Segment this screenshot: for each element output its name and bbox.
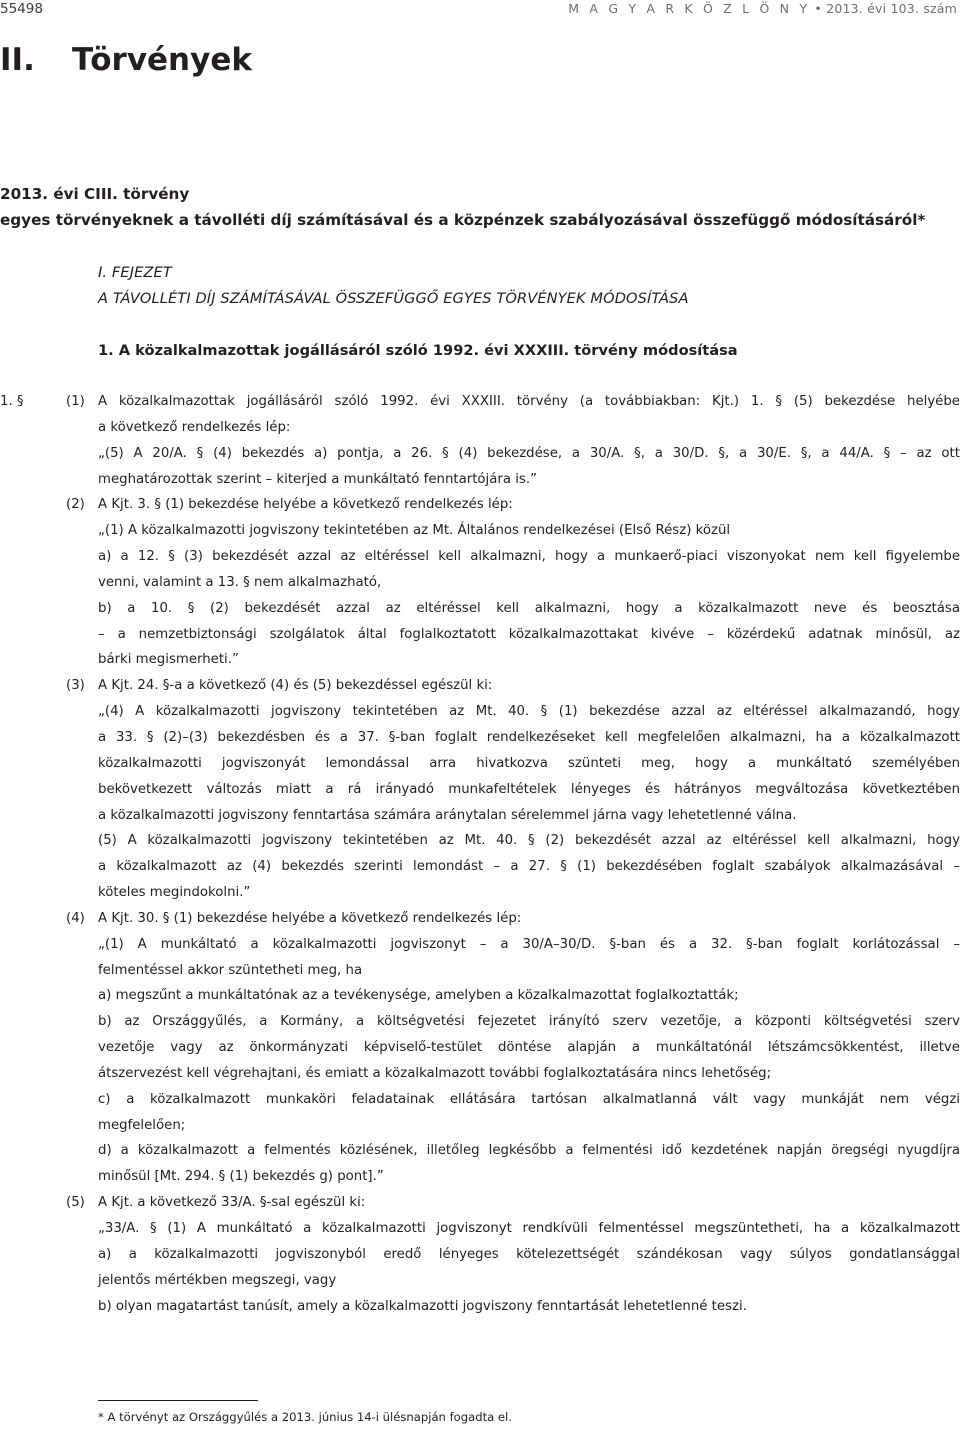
running-head (568, 0, 957, 18)
body-line (0, 1113, 960, 1139)
line-text: venni, valamint a 13. § nem alkalmazható, (98, 574, 382, 590)
line-text: b) a 10. § (2) bekezdését azzal az eltéréssel kell alkalmazni, hogy a közalkalmazott neve és beosztása (98, 600, 960, 616)
body-line (0, 751, 960, 777)
body-line (0, 1138, 960, 1164)
line-text: átszervezést kell végrehajtani, és emiatt a közalkalmazott további foglalkoztatására nincs lehetőség; (98, 1065, 772, 1081)
paragraph-number: (5) (66, 1195, 85, 1211)
line-text: „(5) A 20/A. § (4) bekezdés a) pontja, a 26. § (4) bekezdése, a 30/A. §, a 30/D. §, a 30/E. §, a 44/A. § – az ott (98, 445, 960, 461)
body-text (0, 389, 960, 1319)
line-text: vezetője vagy az önkormányzati képviselő-testület döntése alapján a munkáltatónál létszámcsökkentést, illetve (98, 1040, 960, 1056)
paragraph-number: (2) (66, 497, 85, 513)
section-title: Törvények (72, 42, 252, 78)
bullet-separator: • (814, 1, 822, 16)
line-text: meghatározottak szerint – kiterjed a munkáltató fenntartójára is.” (98, 471, 537, 487)
line-text: A Kjt. 24. §-a a következő (4) és (5) bekezdéssel egészül ki: (98, 678, 493, 694)
paragraph-number: (1) (66, 394, 85, 409)
body-line (0, 1294, 960, 1320)
section-number: II. (0, 42, 35, 78)
paragraph-number: (4) (66, 910, 85, 926)
body-line (0, 1035, 960, 1061)
body-line (0, 467, 960, 493)
body-line (0, 880, 960, 906)
line-text: „33/A. § (1) A munkáltató a közalkalmazotti jogviszonyt rendkívüli felmentéssel megszüntetheti, ha a közalkalmazott (98, 1221, 960, 1236)
paragraph-number: (3) (66, 678, 85, 694)
body-line (0, 1190, 960, 1216)
body-line (0, 1087, 960, 1113)
body-line (0, 983, 960, 1009)
body-line (0, 441, 960, 467)
line-text: „(4) A közalkalmazotti jogviszony tekintetében az Mt. 40. § (1) bekezdése azzal az eltéréssel alkalmazandó, hogy (98, 704, 960, 720)
act-title-line1: 2013. évi CIII. törvény (0, 185, 190, 203)
page-number: 55498 (0, 1, 43, 17)
body-line (0, 415, 960, 441)
body-line (0, 828, 960, 854)
act-title-line2: egyes törvényeknek a távolléti díj számításával és a közpénzek szabályozásával összefüggő módosításáról* (0, 211, 926, 229)
body-line (0, 803, 960, 829)
line-text: felmentéssel akkor szüntetheti meg, ha (98, 962, 363, 978)
line-text: c) a közalkalmazott munkaköri feladatainak ellátására tartósan alkalmatlanná vált vagy munkáját nem végzi (98, 1091, 960, 1107)
body-line (0, 1164, 960, 1190)
body-line (0, 699, 960, 725)
body-line (0, 1216, 960, 1242)
body-line (0, 854, 960, 880)
line-text: a 33. § (2)–(3) bekezdésben és a 37. §-ban foglalt rendelkezéseket kell megfelelően alkalmazni, ha a közalkalmazott (98, 729, 960, 745)
body-line (0, 932, 960, 958)
footnote: * A törvényt az Országgyűlés a 2013. június 14-i ülésnapján fogadta el. (98, 1410, 512, 1424)
body-line (0, 544, 960, 570)
footnote-rule (98, 1400, 258, 1401)
line-text: „(1) A munkáltató a közalkalmazotti jogviszonyt – a 30/A–30/D. §-ban és a 32. §-ban foglalt korlátozással – (98, 936, 960, 952)
line-text: b) az Országgyűlés, a Kormány, a költségvetési fejezetet irányító szerv vezetője, a központi költségvetési szerv (98, 1014, 960, 1030)
body-line (0, 647, 960, 673)
line-text: a közalkalmazott az (4) bekezdés szerinti lemondást – a 27. § (1) bekezdésében foglalt szabályok alkalmazásával – (98, 859, 960, 875)
line-text: A közalkalmazottak jogállásáról szóló 1992. évi XXXIII. törvény (a továbbiakban: Kjt.) 1. § (5) bekezdése helyébe (98, 394, 960, 409)
body-line (0, 518, 960, 544)
journal-name: M A G Y A R K Ö Z L Ö N Y (568, 1, 811, 16)
line-text: A Kjt. 30. § (1) bekezdése helyébe a következő rendelkezés lép: (98, 910, 522, 926)
line-text: A Kjt. a következő 33/A. §-sal egészül ki: (98, 1195, 366, 1211)
body-line (0, 958, 960, 984)
line-text: minősül [Mt. 294. § (1) bekezdés g) pont].” (98, 1169, 384, 1185)
line-text: a) a közalkalmazotti jogviszonyból eredő lényeges kötelezettségét szándékosan vagy súlyos gondatlansággal (98, 1246, 960, 1262)
line-text: A Kjt. 3. § (1) bekezdése helyébe a következő rendelkezés lép: (98, 497, 513, 513)
line-text: d) a közalkalmazott a felmentés közlésének, illetőleg legkésőbb a felmentési idő kezdetének napján öregségi nyugdíjra (98, 1143, 960, 1159)
chapter-number: I. FEJEZET (98, 264, 172, 281)
line-text: bárki megismerheti.” (98, 652, 239, 668)
body-line (0, 1242, 960, 1268)
line-text: köteles megindokolni.” (98, 885, 251, 901)
body-line (0, 1009, 960, 1035)
line-text: a következő rendelkezés lép: (98, 419, 291, 435)
issue-number: 2013. évi 103. szám (826, 1, 957, 16)
body-line (0, 492, 960, 518)
line-text: megfelelően; (98, 1117, 186, 1133)
body-line (0, 596, 960, 622)
body-line (0, 622, 960, 648)
section-label: 1. § (0, 394, 24, 409)
act-title (0, 181, 960, 233)
line-text: jelentős mértékben megszegi, vagy (98, 1272, 337, 1288)
line-text: b) olyan magatartást tanúsít, amely a közalkalmazotti jogviszony fenntartását lehetetlenné teszi. (98, 1298, 747, 1314)
line-text: (5) A közalkalmazotti jogviszony tekintetében az Mt. 40. § (2) bekezdését azzal az eltéréssel kell alkalmazni, hogy (98, 833, 960, 849)
body-line (0, 570, 960, 596)
line-text: a) a 12. § (3) bekezdését azzal az eltéréssel kell alkalmazni, hogy a munkaerő-piaci viszonyokat nem kell figyelembe (98, 549, 960, 565)
body-line (0, 673, 960, 699)
chapter-title: A TÁVOLLÉTI DÍJ SZÁMÍTÁSÁVAL ÖSSZEFÜGGŐ EGYES TÖRVÉNYEK MÓDOSÍTÁSA (98, 290, 689, 307)
body-line (0, 725, 960, 751)
body-line (0, 389, 960, 415)
line-text: a közalkalmazotti jogviszony fenntartása számára aránytalan sérelemmel járna vagy lehetetlenné válna. (98, 807, 797, 823)
chapter-heading (98, 260, 689, 312)
subsection-title: 1. A közalkalmazottak jogállásáról szóló 1992. évi XXXIII. törvény módosítása (98, 342, 738, 359)
body-line (0, 1268, 960, 1294)
section-heading (0, 38, 252, 82)
line-text: közalkalmazotti jogviszonyát lemondással arra hivatkozva szünteti meg, hogy a munkáltató személyében (98, 755, 960, 771)
line-text: „(1) A közalkalmazotti jogviszony tekintetében az Mt. Általános rendelkezései (Első Rész) közül (98, 523, 731, 539)
body-line (0, 906, 960, 932)
line-text: bekövetkezett változás miatt a rá irányadó munkafeltételek lényeges és hátrányos megváltozása következtében (98, 781, 960, 797)
line-text: – a nemzetbiztonsági szolgálatok által foglalkoztatott közalkalmazottakat kivéve – közérdekű adatnak minősül, az (98, 626, 960, 642)
body-line (0, 777, 960, 803)
line-text: a) megszűnt a munkáltatónak az a tevékenysége, amelyben a közalkalmazottat foglalkoztatták; (98, 988, 739, 1004)
body-line (0, 1061, 960, 1087)
